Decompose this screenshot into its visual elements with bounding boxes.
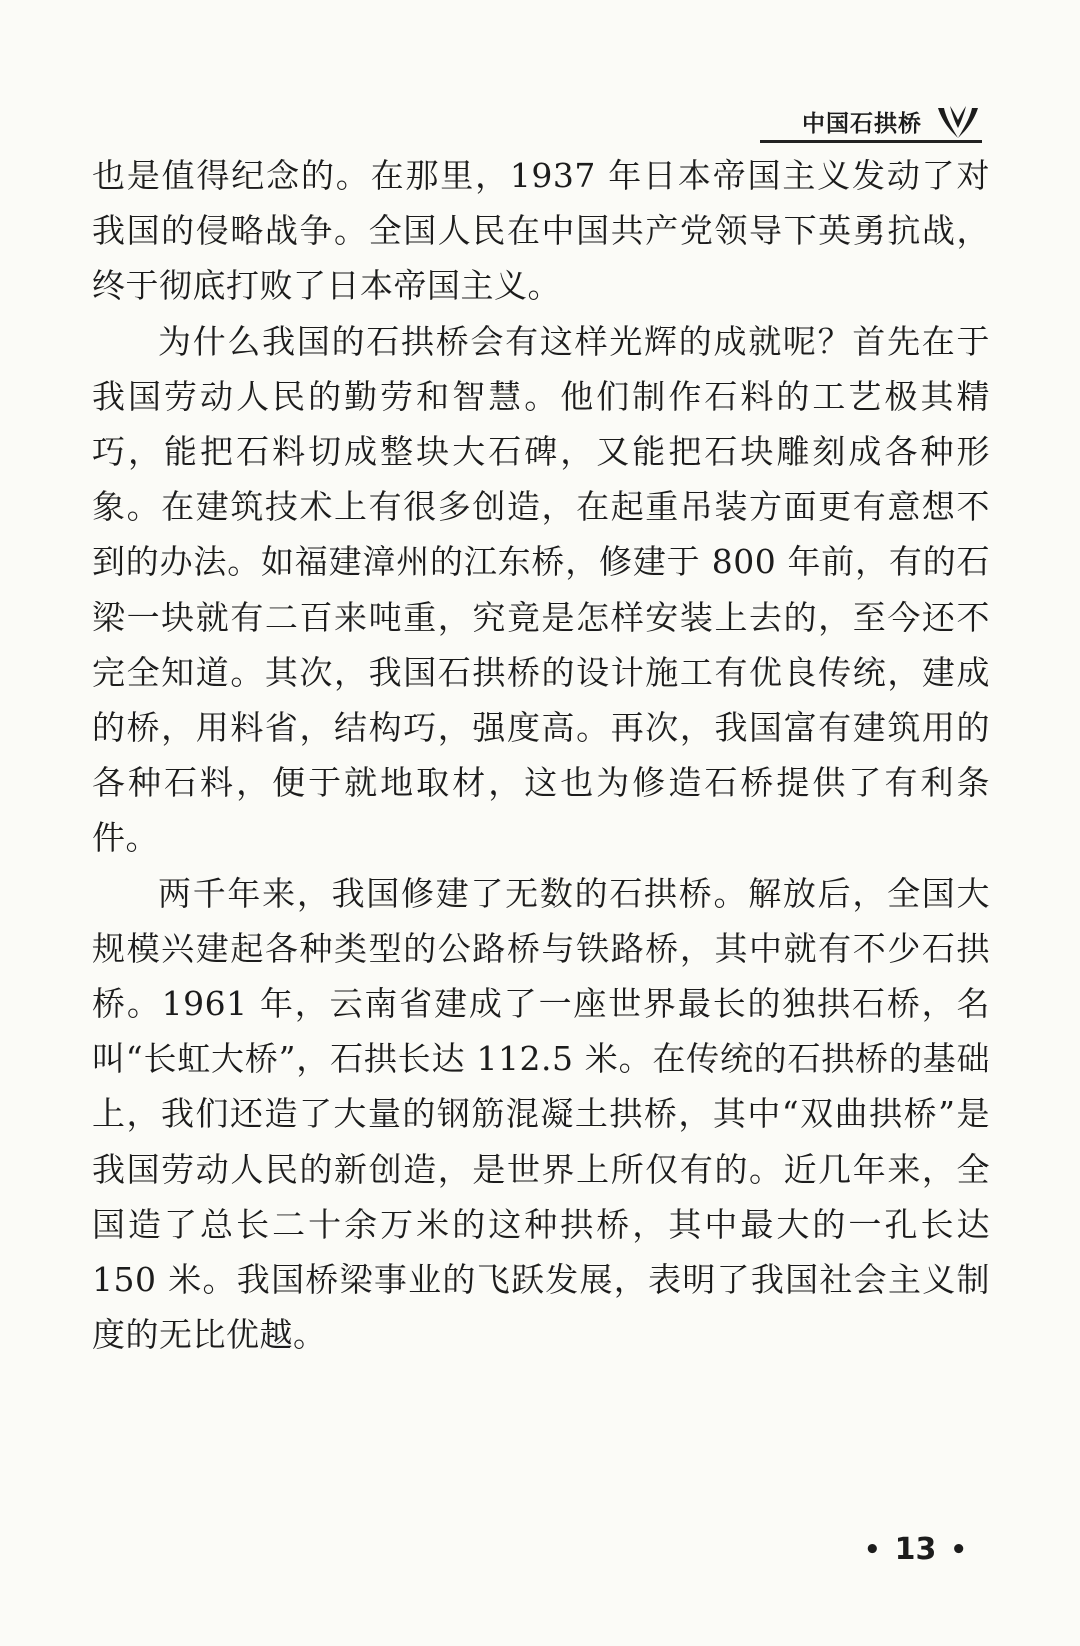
page-number: 13: [894, 1532, 937, 1567]
page-number-dot-left: •: [864, 1534, 881, 1565]
header-rule: [760, 140, 982, 143]
page-number-dot-right: •: [950, 1534, 967, 1565]
running-header: [802, 102, 982, 142]
running-header-title: 中国石拱桥: [802, 111, 922, 137]
page-number-footer: [864, 1532, 967, 1567]
paragraph-continuation: 也是值得纪念的。在那里，1937 年日本帝国主义发动了对我国的侵略战争。全国人民在中国共产党领导下英勇抗战，终于彻底打败了日本帝国主义。: [92, 156, 990, 306]
paragraph: 为什么我国的石拱桥会有这样光辉的成就呢？首先在于我国劳动人民的勤劳和智慧。他们制作石料的工艺极其精巧，能把石料切成整块大石碑，又能把石块雕刻成各种形象。在建筑技术上有很多创造，在起重吊装方面更有意想不到的办法。如福建漳州的江东桥，修建于 800 年前，有的石梁一块就有二百来吨重，究竟是怎样安装上去的，至今还不完全知道。其次，我国石拱桥的设计施工有优良传统，建成的桥，用料省，结构巧，强度高。再次，我国富有建筑用的各种石料，便于就地取材，这也为修造石桥提供了有利条件。: [92, 321, 990, 858]
body-text: [92, 148, 990, 1362]
stylized-hands-logo-icon: [934, 102, 982, 142]
paragraph: 两千年来，我国修建了无数的石拱桥。解放后，全国大规模兴建起各种类型的公路桥与铁路桥，其中就有不少石拱桥。1961 年，云南省建成了一座世界最长的独拱石桥，名叫“长虹大桥”，石拱长达 112.5 米。在传统的石拱桥的基础上，我们还造了大量的钢筋混凝土拱桥，其中“双曲拱桥”是我国劳动人民的新创造，是世界上所仅有的。近几年来，全国造了总长二十余万米的这种拱桥，其中最大的一孔长达 150 米。我国桥梁事业的飞跃发展，表明了我国社会主义制度的无比优越。: [92, 873, 990, 1355]
